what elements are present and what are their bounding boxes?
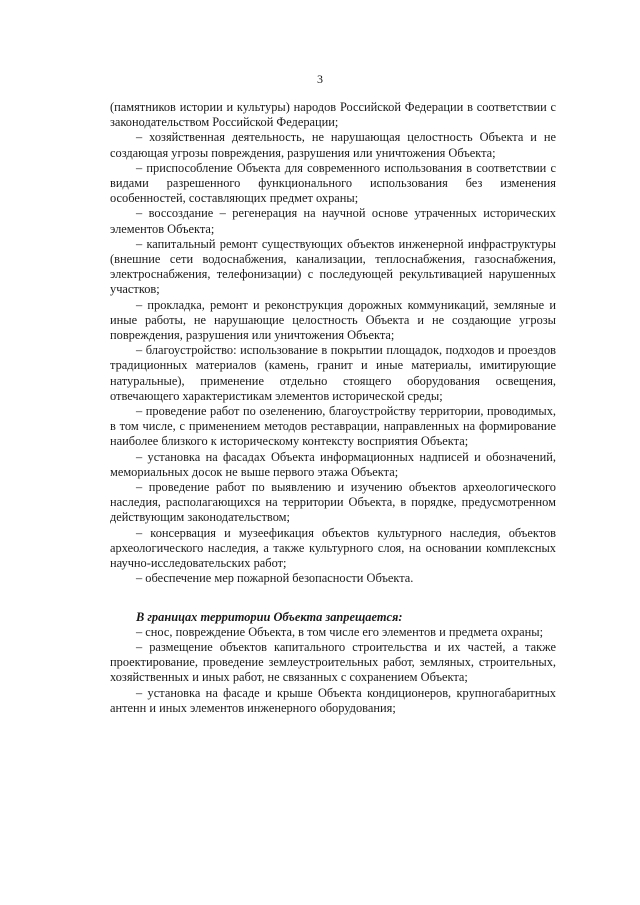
section-heading-prohibited: В границах территории Объекта запрещается: — [136, 609, 403, 624]
paragraph: – консервация и музеефикация объектов культурного наследия, объектов археологического наследия, а также культурного слоя, на основании комплексных научно-исследовательских работ; — [110, 525, 556, 571]
paragraph: – капитальный ремонт существующих объектов инженерной инфраструктуры (внешние сети водоснабжения, канализации, теплоснабжения, газоснабжения, электроснабжения, телефонизации) с последующей рекультивацией нарушенных участков; — [110, 236, 556, 297]
paragraph: – приспособление Объекта для современного использования в соответствии с видами разрешенного функционального использования без изменения особенностей, составляющих предмет охраны; — [110, 160, 556, 206]
paragraph: – хозяйственная деятельность, не нарушающая целостность Объекта и не создающая угрозы повреждения, разрушения или уничтожения Объекта; — [110, 130, 556, 160]
paragraph: (памятников истории и культуры) народов Российской Федерации в соответствии с законодательством Российской Федерации; — [110, 100, 556, 130]
paragraph: – установка на фасаде и крыше Объекта кондиционеров, крупногабаритных антенн и иных элементов инженерного оборудования; — [110, 685, 556, 715]
paragraph: – обеспечение мер пожарной безопасности Объекта. — [136, 571, 414, 586]
paragraph: – прокладка, ремонт и реконструкция дорожных коммуникаций, земляные и иные работы, не нарушающие целостность Объекта и не создающие угрозы повреждения, разрушения или уничтожения Объекта; — [110, 297, 556, 343]
paragraph: – установка на фасадах Объекта информационных надписей и обозначений, мемориальных досок не выше первого этажа Объекта; — [110, 449, 556, 479]
paragraph: – воссоздание – регенерация на научной основе утраченных исторических элементов Объекта; — [110, 206, 556, 236]
paragraph: – снос, повреждение Объекта, в том числе его элементов и предмета охраны; — [136, 624, 544, 639]
page-number: 3 — [317, 72, 323, 86]
paragraph: – проведение работ по озеленению, благоустройству территории, проводимых, в том числе, с применением методов реставрации, направленных на формирование наиболее близкого к историческому контексту восприятия Объекта; — [110, 404, 556, 449]
paragraph: – благоустройство: использование в покрытии площадок, подходов и проездов традиционных материалов (камень, гранит и иные материалы, имитирующие натуральные), применение отдельно стоящего оборудования освещения, отвечающего характеристикам элементов исторической среды; — [110, 343, 556, 403]
document-body — [110, 100, 556, 716]
paragraph: – проведение работ по выявлению и изучению объектов археологического наследия, располагающихся на территории Объекта, в порядке, предусмотренном действующим законодательством; — [110, 480, 556, 525]
paragraph: – размещение объектов капитального строительства и их частей, а также проектирование, проведение землеустроительных работ, земляных, строительных, хозяйственных и иных работ, не связанных с сохранением Объекта; — [110, 639, 556, 685]
